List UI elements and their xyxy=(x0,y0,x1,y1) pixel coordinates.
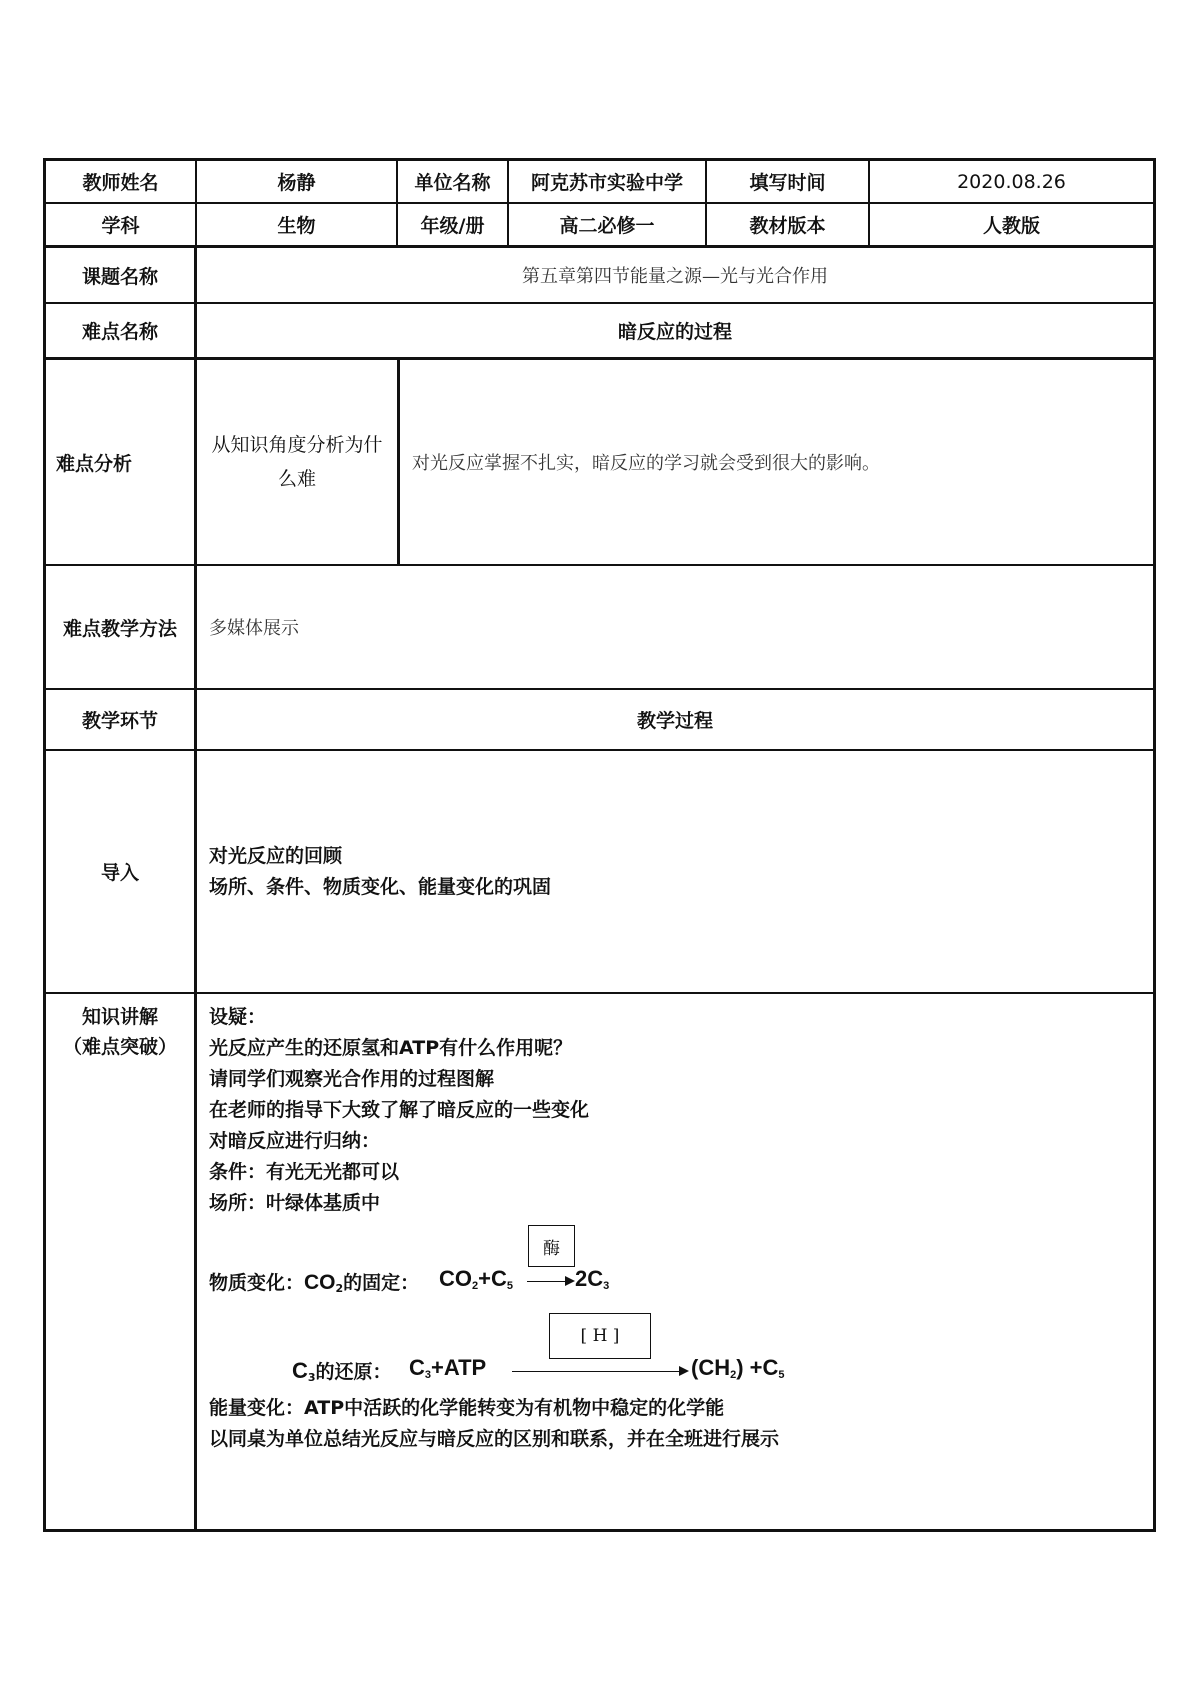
intro-line: 场所、条件、物质变化、能量变化的巩固 xyxy=(209,875,552,898)
unit-value: 阿克苏市实验中学 xyxy=(509,161,707,202)
eq2-title-a: C xyxy=(292,1358,308,1383)
analysis-label: 难点分析 xyxy=(46,360,197,564)
eq2-prod-b: ) +C xyxy=(736,1355,779,1380)
difficulty-row xyxy=(46,304,1153,360)
eq2-prod-sub2: 5 xyxy=(778,1369,785,1381)
eq2-title-b: 的还原： xyxy=(315,1361,392,1383)
eq1-title-a: CO xyxy=(304,1271,336,1294)
subject-value: 生物 xyxy=(197,204,398,245)
method-label: 难点教学方法 xyxy=(46,566,197,688)
eq2-react-b: +ATP xyxy=(431,1355,487,1380)
explain-line: 场所：叶绿体基质中 xyxy=(209,1192,381,1214)
eq1-react-a: CO xyxy=(439,1266,472,1291)
eq2-prod-a: (CH xyxy=(691,1355,731,1380)
explain-line: 对暗反应进行归纳： xyxy=(209,1130,381,1152)
explain-line: 条件：有光无光都可以 xyxy=(209,1161,400,1183)
grade-label: 年级/册 xyxy=(398,204,509,245)
intro-line: 对光反应的回顾 xyxy=(209,844,343,867)
explain-label xyxy=(46,994,197,1529)
eq1-arrow xyxy=(527,1281,573,1282)
topic-row xyxy=(46,248,1153,304)
process-label: 教学环节 xyxy=(46,690,197,749)
method-value: 多媒体展示 xyxy=(209,618,299,639)
date-label: 填写时间 xyxy=(707,161,870,202)
hydrogen-label-box: [ H ] xyxy=(549,1313,651,1359)
eq1-prod-a: 2C xyxy=(575,1266,604,1291)
eq1-prefix: 物质变化： xyxy=(209,1272,305,1294)
explain-line: 设疑： xyxy=(209,1006,267,1028)
explain-label-line1: 知识讲解 xyxy=(81,1006,158,1028)
eq1-react-sub2: 5 xyxy=(506,1280,513,1292)
eq2-title-sub: 3 xyxy=(307,1371,316,1384)
enzyme-label-box: 酶 xyxy=(528,1225,575,1267)
edition-label: 教材版本 xyxy=(707,204,870,245)
explain-line: 能量变化：ATP中活跃的化学能转变为有机物中稳定的化学能 xyxy=(209,1397,725,1419)
explain-row xyxy=(46,994,1153,1529)
explain-line: 在老师的指导下大致了解了暗反应的一些变化 xyxy=(209,1099,590,1121)
header-row-2 xyxy=(46,204,1153,248)
teacher-value: 杨静 xyxy=(197,161,398,202)
difficulty-value: 暗反应的过程 xyxy=(617,321,732,343)
eq1-react-b: +C xyxy=(478,1266,507,1291)
method-row xyxy=(46,566,1153,690)
edition-value: 人教版 xyxy=(982,215,1040,237)
intro-label: 导入 xyxy=(46,751,197,992)
analysis-sub-label: 从知识角度分析为什么难 xyxy=(197,360,400,564)
eq1-prod-sub: 3 xyxy=(603,1280,610,1292)
eq2-react-a: C xyxy=(409,1355,425,1380)
explain-line: 请同学们观察光合作用的过程图解 xyxy=(209,1068,495,1090)
eq1-title-b: 的固定： xyxy=(343,1272,420,1294)
eq2-arrow xyxy=(512,1371,687,1372)
explain-content xyxy=(197,994,1153,1529)
eq2-react-sub: 3 xyxy=(424,1369,432,1381)
analysis-value: 对光反应掌握不扎实，暗反应的学习就会受到很大的影响。 xyxy=(412,453,880,474)
eq1-title-sub: 2 xyxy=(335,1282,344,1295)
grade-value: 高二必修一 xyxy=(509,204,707,245)
difficulty-label: 难点名称 xyxy=(46,304,197,357)
explain-label-line2: （难点突破） xyxy=(62,1036,177,1058)
explain-line: 光反应产生的还原氢和ATP有什么作用呢？ xyxy=(209,1037,573,1059)
analysis-row xyxy=(46,360,1153,566)
intro-content xyxy=(197,751,1153,992)
topic-value: 第五章第四节能量之源—光与光合作用 xyxy=(522,266,828,287)
explain-line: 以同桌为单位总结光反应与暗反应的区别和联系，并在全班进行展示 xyxy=(209,1428,780,1450)
co2-fixation-equation xyxy=(197,1225,1153,1305)
lesson-plan-table xyxy=(43,158,1156,1532)
intro-row xyxy=(46,751,1153,994)
eq1-react-sub1: 2 xyxy=(472,1280,479,1292)
subject-label: 学科 xyxy=(46,204,197,245)
date-value: 2020.08.26 xyxy=(957,170,1066,193)
c3-reduction-equation xyxy=(197,1313,1153,1393)
process-header-row xyxy=(46,690,1153,751)
eq2-prod-sub1: 2 xyxy=(730,1369,737,1381)
process-value: 教学过程 xyxy=(636,710,713,732)
teacher-label: 教师姓名 xyxy=(46,161,197,202)
header-row-1 xyxy=(46,161,1153,204)
unit-label: 单位名称 xyxy=(398,161,509,202)
topic-label: 课题名称 xyxy=(46,248,197,302)
